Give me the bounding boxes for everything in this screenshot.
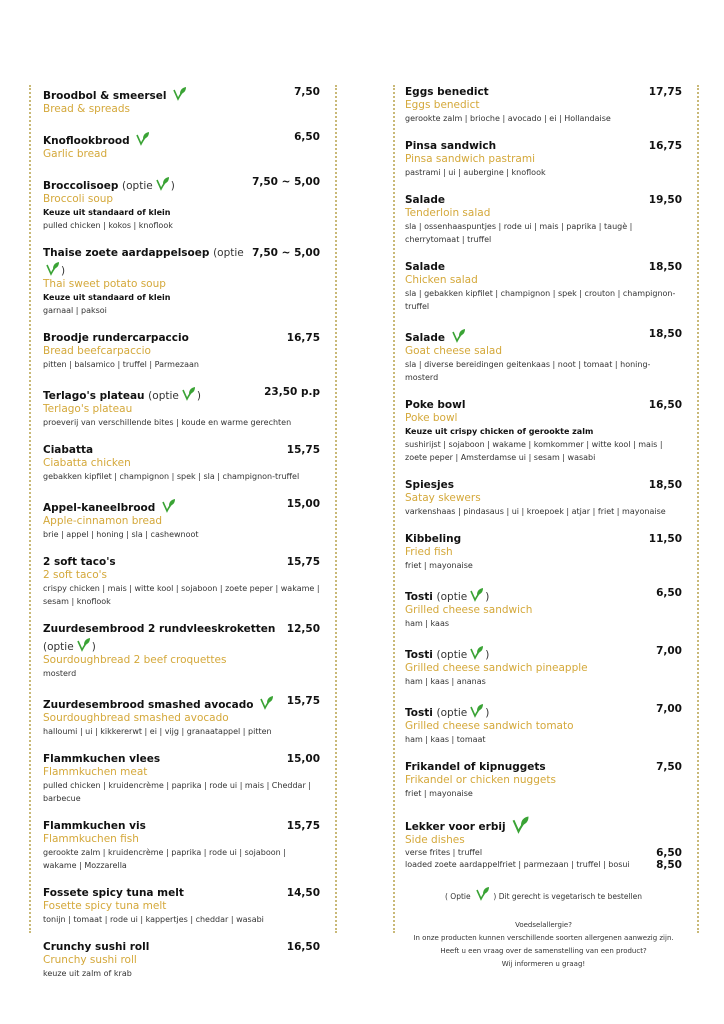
item-name: Knoflookbrood bbox=[43, 135, 130, 147]
menu-item bbox=[405, 478, 682, 518]
item-name: Salade bbox=[405, 194, 445, 206]
vegetarian-legend: ( Optie ) Dit gerecht is vegetarisch te bestellen bbox=[405, 885, 682, 901]
item-description: gerookte zalm | brioche | avocado | ei | Hollandaise bbox=[405, 114, 611, 123]
item-english-name: Flammkuchen meat bbox=[43, 766, 148, 778]
item-price: 18,50 bbox=[648, 261, 682, 273]
menu-column-left bbox=[43, 85, 320, 994]
item-price: 14,50 bbox=[286, 887, 320, 899]
item-price: 7,50 ~ 5,00 bbox=[252, 176, 320, 188]
item-name: Frikandel of kipnuggets bbox=[405, 761, 546, 773]
item-price: 6,50 bbox=[656, 587, 682, 599]
item-english-name: Chicken salad bbox=[405, 274, 478, 286]
item-name: Kibbeling bbox=[405, 533, 462, 545]
vegetarian-leaf-icon bbox=[172, 85, 188, 101]
item-english-name: Bread beefcarpaccio bbox=[43, 345, 151, 357]
item-price: 16,75 bbox=[286, 332, 320, 344]
item-name: Broodje rundercarpaccio bbox=[43, 332, 189, 344]
item-price: 15,00 bbox=[286, 498, 320, 510]
item-name: Tosti bbox=[405, 649, 433, 661]
item-description: ham | kaas bbox=[405, 619, 450, 628]
item-description: sushirijst | sojaboon | wakame | komkommer | witte kool | mais | zoete peper | Amsterdamse ui | sesam | wasabi bbox=[405, 440, 663, 462]
item-name: Broccolisoep bbox=[43, 180, 119, 192]
vegetarian-leaf-icon bbox=[181, 385, 197, 401]
item-price: 7,50 ~ 5,00 bbox=[252, 247, 320, 259]
item-price: 15,00 bbox=[286, 753, 320, 765]
optie-label: (optie ) bbox=[43, 641, 96, 653]
item-description: ham | kaas | tomaat bbox=[405, 735, 486, 744]
menu-item bbox=[405, 644, 682, 688]
item-english-name: Flammkuchen fish bbox=[43, 833, 139, 845]
item-english-name: Terlago's plateau bbox=[43, 403, 133, 415]
item-name: Appel-kaneelbrood bbox=[43, 502, 156, 514]
item-note: Keuze uit standaard of klein bbox=[43, 208, 171, 217]
item-description: mosterd bbox=[43, 669, 77, 678]
item-name: Spiesjes bbox=[405, 479, 455, 491]
optie-label: (optie ) bbox=[148, 390, 201, 402]
item-description: pulled chicken | kokos | knoflook bbox=[43, 221, 173, 230]
item-description: proeverij van verschillende bites | koude en warme gerechten bbox=[43, 418, 292, 427]
menu-item bbox=[405, 702, 682, 746]
item-price: 15,75 bbox=[286, 444, 320, 456]
item-description: gerookte zalm | kruidencrème | paprika | rode ui | sojaboon | wakame | Mozzarella bbox=[43, 848, 286, 870]
item-price: 16,75 bbox=[648, 140, 682, 152]
item-description: halloumi | ui | kikkererwt | ei | vijg | granaatappel | pitten bbox=[43, 727, 272, 736]
side-row bbox=[405, 859, 682, 871]
vegetarian-leaf-icon bbox=[469, 586, 485, 602]
item-name: Tosti bbox=[405, 707, 433, 719]
item-name: Salade bbox=[405, 332, 445, 344]
item-description: brie | appel | honing | sla | cashewnoot bbox=[43, 530, 199, 539]
menu-item bbox=[43, 819, 320, 872]
item-price: 15,75 bbox=[286, 820, 320, 832]
menu-item bbox=[43, 443, 320, 483]
item-english-name: Bread & spreads bbox=[43, 103, 130, 115]
optie-label: (optie ) bbox=[122, 180, 175, 192]
menu-item bbox=[43, 385, 320, 429]
allergy-notice: Voedselallergie? In onze producten kunnen verschillende soorten allergenen aanwezig zijn. Heeft u een vraag over de samenstelling van een product? Wij informeren u graag! bbox=[413, 921, 674, 968]
menu-item bbox=[43, 940, 320, 980]
item-description: sla | ossenhaaspuntjes | rode ui | mais | paprika | taugè | cherrytomaat | truffel bbox=[405, 222, 633, 244]
item-price: 23,50 p.p bbox=[264, 386, 320, 398]
vegetarian-leaf-icon bbox=[76, 636, 92, 652]
item-english-name: Fosette spicy tuna melt bbox=[43, 900, 167, 912]
menu-item bbox=[405, 139, 682, 179]
item-description: friet | mayonaise bbox=[405, 789, 473, 798]
item-price: 15,75 bbox=[286, 695, 320, 707]
menu-item bbox=[405, 398, 682, 464]
item-name: Terlago's plateau bbox=[43, 390, 145, 402]
vegetarian-leaf-icon bbox=[451, 327, 467, 343]
vegetarian-leaf-icon bbox=[161, 497, 177, 513]
menu-item bbox=[405, 260, 682, 313]
item-name: Broodbol & smeersel bbox=[43, 90, 167, 102]
item-english-name: Grilled cheese sandwich tomato bbox=[405, 720, 574, 732]
menu-item bbox=[43, 622, 320, 680]
menu-item bbox=[43, 694, 320, 738]
item-note: Keuze uit standaard of klein bbox=[43, 293, 171, 302]
item-name: Thaise zoete aardappelsoep bbox=[43, 247, 210, 259]
menu-item bbox=[43, 497, 320, 541]
menu-item bbox=[405, 327, 682, 384]
menu-column-right bbox=[405, 85, 682, 971]
item-english-name: Goat cheese salad bbox=[405, 345, 502, 357]
optie-label: (optie ) bbox=[437, 707, 490, 719]
item-description: friet | mayonaise bbox=[405, 561, 473, 570]
item-name: Flammkuchen vis bbox=[43, 820, 146, 832]
item-name: 2 soft taco's bbox=[43, 556, 116, 568]
item-price: 7,00 bbox=[656, 703, 682, 715]
menu-item bbox=[405, 760, 682, 800]
item-english-name: Sourdoughbread smashed avocado bbox=[43, 712, 229, 724]
item-english-name: Eggs benedict bbox=[405, 99, 480, 111]
item-english-name: Ciabatta chicken bbox=[43, 457, 131, 469]
optie-label: (optie ) bbox=[437, 591, 490, 603]
item-name: Lekker voor erbij bbox=[405, 821, 506, 833]
menu-item bbox=[43, 555, 320, 608]
item-price: 16,50 bbox=[648, 399, 682, 411]
vegetarian-leaf-icon bbox=[155, 175, 171, 191]
menu-item bbox=[43, 246, 320, 317]
vegetarian-leaf-icon bbox=[511, 814, 531, 834]
item-name: Zuurdesembrood 2 rundvleeskroketten bbox=[43, 623, 276, 635]
item-price: 12,50 bbox=[286, 623, 320, 635]
item-description: ham | kaas | ananas bbox=[405, 677, 486, 686]
item-note: Keuze uit crispy chicken of gerookte zalm bbox=[405, 427, 594, 436]
item-description: gebakken kipfilet | champignon | spek | sla | champignon-truffel bbox=[43, 472, 300, 481]
item-description: sla | diverse bereidingen geitenkaas | noot | tomaat | honing-mosterd bbox=[405, 360, 651, 382]
menu-item bbox=[405, 586, 682, 630]
menu-item bbox=[43, 886, 320, 926]
item-price: 11,50 bbox=[648, 533, 682, 545]
menu-item bbox=[405, 193, 682, 246]
dotted-border-left-inner bbox=[335, 85, 337, 933]
item-english-name: Broccoli soup bbox=[43, 193, 114, 205]
side-price: 6,50 bbox=[656, 847, 682, 859]
item-english-name: Poke bowl bbox=[405, 412, 458, 424]
item-english-name: Thai sweet potato soup bbox=[43, 278, 166, 290]
menu-item bbox=[43, 85, 320, 116]
item-price: 7,50 bbox=[294, 86, 320, 98]
item-name: Fossete spicy tuna melt bbox=[43, 887, 184, 899]
dotted-border-right-outer bbox=[697, 85, 699, 933]
item-description: crispy chicken | mais | witte kool | sojaboon | zoete peper | wakame | sesam | knoflook bbox=[43, 584, 320, 606]
menu-item bbox=[43, 752, 320, 805]
item-description: pulled chicken | kruidencrème | paprika | rode ui | mais | Cheddar | barbecue bbox=[43, 781, 311, 803]
item-price: 17,75 bbox=[648, 86, 682, 98]
item-description: pitten | balsamico | truffel | Parmezaan bbox=[43, 360, 199, 369]
menu-item-sides bbox=[405, 814, 682, 871]
item-english-name: Satay skewers bbox=[405, 492, 481, 504]
item-english-name: Pinsa sandwich pastrami bbox=[405, 153, 535, 165]
item-price: 19,50 bbox=[648, 194, 682, 206]
item-english-name: Apple-cinnamon bread bbox=[43, 515, 163, 527]
vegetarian-leaf-icon bbox=[135, 130, 151, 146]
side-desc: verse frites | truffel bbox=[405, 848, 483, 857]
dotted-border-left-outer bbox=[29, 85, 31, 933]
item-description: varkenshaas | pindasaus | ui | kroepoek | atjar | friet | mayonaise bbox=[405, 507, 666, 516]
vegetarian-leaf-icon bbox=[475, 885, 491, 901]
item-english-name: 2 soft taco's bbox=[43, 569, 107, 581]
item-name: Eggs benedict bbox=[405, 86, 489, 98]
item-english-name: Side dishes bbox=[405, 834, 465, 846]
optie-label: (optie) bbox=[43, 247, 244, 277]
item-name: Ciabatta bbox=[43, 444, 94, 456]
item-name: Salade bbox=[405, 261, 445, 273]
item-english-name: Grilled cheese sandwich pineapple bbox=[405, 662, 588, 674]
item-english-name: Sourdoughbread 2 beef croquettes bbox=[43, 654, 227, 666]
menu-item bbox=[43, 130, 320, 161]
menu-item bbox=[405, 85, 682, 125]
vegetarian-leaf-icon bbox=[259, 694, 275, 710]
item-description: tonijn | tomaat | rode ui | kappertjes | cheddar | wasabi bbox=[43, 915, 264, 924]
dotted-border-right-inner bbox=[393, 85, 395, 933]
side-row bbox=[405, 847, 682, 859]
item-name: Crunchy sushi roll bbox=[43, 941, 150, 953]
item-price: 7,50 bbox=[656, 761, 682, 773]
vegetarian-leaf-icon bbox=[45, 260, 61, 276]
item-price: 18,50 bbox=[648, 479, 682, 491]
item-price: 6,50 bbox=[294, 131, 320, 143]
optie-label: (optie ) bbox=[437, 649, 490, 661]
item-english-name: Garlic bread bbox=[43, 148, 108, 160]
item-name: Flammkuchen vlees bbox=[43, 753, 161, 765]
item-price: 7,00 bbox=[656, 645, 682, 657]
item-english-name: Fried fish bbox=[405, 546, 453, 558]
item-name: Zuurdesembrood smashed avocado bbox=[43, 699, 254, 711]
menu-item bbox=[405, 532, 682, 572]
menu-item bbox=[43, 331, 320, 371]
item-price: 18,50 bbox=[648, 328, 682, 340]
item-english-name: Grilled cheese sandwich bbox=[405, 604, 533, 616]
side-desc: loaded zoete aardappelfriet | parmezaan | truffel | bosui bbox=[405, 860, 630, 869]
item-name: Tosti bbox=[405, 591, 433, 603]
item-description: sla | gebakken kipfilet | champignon | spek | crouton | champignon-truffel bbox=[405, 289, 676, 311]
item-english-name: Frikandel or chicken nuggets bbox=[405, 774, 556, 786]
item-name: Pinsa sandwich bbox=[405, 140, 497, 152]
item-price: 15,75 bbox=[286, 556, 320, 568]
item-price: 16,50 bbox=[286, 941, 320, 953]
item-english-name: Tenderloin salad bbox=[405, 207, 491, 219]
item-name: Poke bowl bbox=[405, 399, 466, 411]
menu-item bbox=[43, 175, 320, 232]
item-description: pastrami | ui | aubergine | knoflook bbox=[405, 168, 546, 177]
vegetarian-leaf-icon bbox=[469, 702, 485, 718]
vegetarian-leaf-icon bbox=[469, 644, 485, 660]
side-price: 8,50 bbox=[656, 859, 682, 871]
item-description: garnaal | paksoi bbox=[43, 306, 107, 315]
item-description: keuze uit zalm of krab bbox=[43, 969, 132, 978]
item-english-name: Crunchy sushi roll bbox=[43, 954, 137, 966]
